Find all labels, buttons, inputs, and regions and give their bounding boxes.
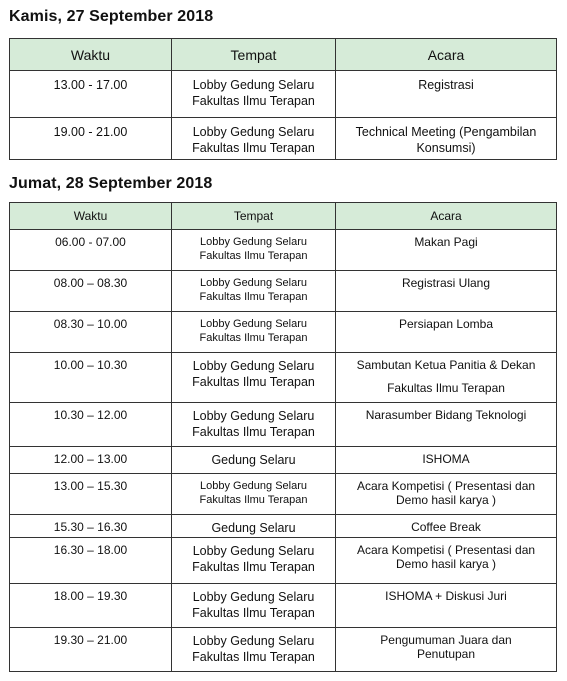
cell-tempat-line: Fakultas Ilmu Terapan (192, 560, 315, 574)
cell-tempat (172, 538, 336, 584)
cell-tempat (172, 353, 336, 403)
cell-tempat-line: Fakultas Ilmu Terapan (199, 250, 308, 262)
header-acara: Acara (336, 39, 557, 71)
header-waktu: Waktu (10, 39, 172, 71)
cell-waktu: 06.00 - 07.00 (10, 230, 172, 271)
cell-waktu: 08.30 – 10.00 (10, 312, 172, 353)
cell-acara (336, 538, 557, 584)
table-row (10, 118, 557, 160)
cell-tempat (172, 628, 336, 672)
cell-tempat-line: Fakultas Ilmu Terapan (199, 332, 308, 344)
table-row (10, 584, 557, 628)
cell-tempat-line: Fakultas Ilmu Terapan (192, 650, 315, 664)
cell-acara-line: Acara Kompetisi ( Presentasi dan (356, 543, 536, 557)
table-row (10, 628, 557, 672)
cell-acara-line: Fakultas Ilmu Terapan (387, 381, 505, 395)
cell-acara (336, 118, 557, 160)
cell-tempat-line: Lobby Gedung Selaru (199, 236, 308, 248)
cell-acara (336, 628, 557, 672)
cell-acara (336, 353, 557, 403)
table-row (10, 474, 557, 515)
cell-acara-line: Sambutan Ketua Panitia & Dekan (356, 358, 536, 372)
cell-acara-line: Registrasi (418, 78, 474, 92)
cell-acara (336, 312, 557, 353)
table-row (10, 312, 557, 353)
cell-tempat-line: Fakultas Ilmu Terapan (192, 94, 315, 108)
cell-waktu: 19.00 - 21.00 (10, 118, 172, 160)
line-gap (336, 372, 556, 381)
table-row (10, 230, 557, 271)
cell-acara-line: Pengumuman Juara dan (380, 633, 512, 647)
table-row (10, 403, 557, 447)
cell-tempat (172, 118, 336, 160)
cell-acara (336, 584, 557, 628)
cell-acara (336, 271, 557, 312)
cell-tempat (172, 230, 336, 271)
cell-tempat (172, 403, 336, 447)
cell-acara-line: Demo hasil karya ) (395, 557, 497, 571)
cell-tempat (172, 447, 336, 474)
cell-waktu: 16.30 – 18.00 (10, 538, 172, 584)
cell-acara-line: ISHOMA + Diskusi Juri (385, 589, 507, 603)
table-row (10, 353, 557, 403)
cell-waktu: 12.00 – 13.00 (10, 447, 172, 474)
cell-waktu: 13.00 – 15.30 (10, 474, 172, 515)
cell-acara-line: Demo hasil karya ) (395, 493, 497, 507)
schedule-table-day1 (9, 38, 557, 160)
table-row (10, 447, 557, 474)
cell-tempat (172, 474, 336, 515)
cell-tempat (172, 71, 336, 118)
cell-acara-line: Persiapan Lomba (398, 317, 494, 331)
cell-tempat-line: Gedung Selaru (211, 521, 296, 535)
cell-waktu: 18.00 – 19.30 (10, 584, 172, 628)
table-row (10, 515, 557, 538)
schedule-table-day2 (9, 202, 557, 672)
cell-acara (336, 515, 557, 538)
cell-acara (336, 447, 557, 474)
cell-waktu: 10.30 – 12.00 (10, 403, 172, 447)
cell-acara-line: Acara Kompetisi ( Presentasi dan (356, 479, 536, 493)
cell-acara-line: Makan Pagi (414, 235, 478, 249)
table-row (10, 271, 557, 312)
table-header-row (10, 203, 557, 230)
day2-title: Jumat, 28 September 2018 (9, 175, 213, 192)
cell-acara-line: Technical Meeting (Pengambilan (355, 125, 537, 139)
cell-acara-line: Konsumsi) (416, 141, 476, 155)
cell-acara-line: Narasumber Bidang Teknologi (365, 408, 527, 422)
cell-acara-line: Registrasi Ulang (401, 276, 491, 290)
cell-tempat-line: Lobby Gedung Selaru (199, 318, 308, 330)
cell-tempat-line: Fakultas Ilmu Terapan (192, 141, 315, 155)
cell-acara-line: Penutupan (416, 647, 476, 661)
cell-tempat-line: Lobby Gedung Selaru (199, 480, 308, 492)
cell-tempat-line: Lobby Gedung Selaru (192, 78, 315, 92)
cell-tempat (172, 271, 336, 312)
cell-tempat (172, 515, 336, 538)
cell-acara-line: Coffee Break (411, 520, 481, 534)
table-header-row (10, 39, 557, 71)
cell-waktu: 15.30 – 16.30 (10, 515, 172, 538)
cell-tempat-line: Lobby Gedung Selaru (192, 125, 315, 139)
cell-acara (336, 403, 557, 447)
cell-acara-line: ISHOMA (422, 452, 470, 466)
cell-tempat-line: Lobby Gedung Selaru (192, 409, 315, 423)
cell-waktu: 13.00 - 17.00 (10, 71, 172, 118)
cell-tempat-line: Lobby Gedung Selaru (199, 277, 308, 289)
cell-tempat-line: Fakultas Ilmu Terapan (199, 291, 308, 303)
cell-tempat-line: Fakultas Ilmu Terapan (192, 425, 315, 439)
cell-acara (336, 71, 557, 118)
header-tempat: Tempat (172, 39, 336, 71)
table-row (10, 538, 557, 584)
cell-tempat (172, 584, 336, 628)
cell-tempat-line: Lobby Gedung Selaru (192, 544, 315, 558)
cell-waktu: 08.00 – 08.30 (10, 271, 172, 312)
cell-tempat-line: Fakultas Ilmu Terapan (192, 606, 315, 620)
header-waktu: Waktu (10, 203, 172, 230)
table-row (10, 71, 557, 118)
cell-tempat-line: Gedung Selaru (211, 453, 296, 467)
cell-tempat-line: Lobby Gedung Selaru (192, 359, 315, 373)
cell-tempat-line: Lobby Gedung Selaru (192, 634, 315, 648)
cell-acara (336, 474, 557, 515)
cell-tempat-line: Fakultas Ilmu Terapan (199, 494, 308, 506)
cell-tempat (172, 312, 336, 353)
cell-waktu: 19.30 – 21.00 (10, 628, 172, 672)
header-acara: Acara (336, 203, 557, 230)
cell-tempat-line: Lobby Gedung Selaru (192, 590, 315, 604)
header-tempat: Tempat (172, 203, 336, 230)
cell-waktu: 10.00 – 10.30 (10, 353, 172, 403)
cell-tempat-line: Fakultas Ilmu Terapan (192, 375, 315, 389)
day1-title: Kamis, 27 September 2018 (9, 8, 214, 25)
cell-acara (336, 230, 557, 271)
